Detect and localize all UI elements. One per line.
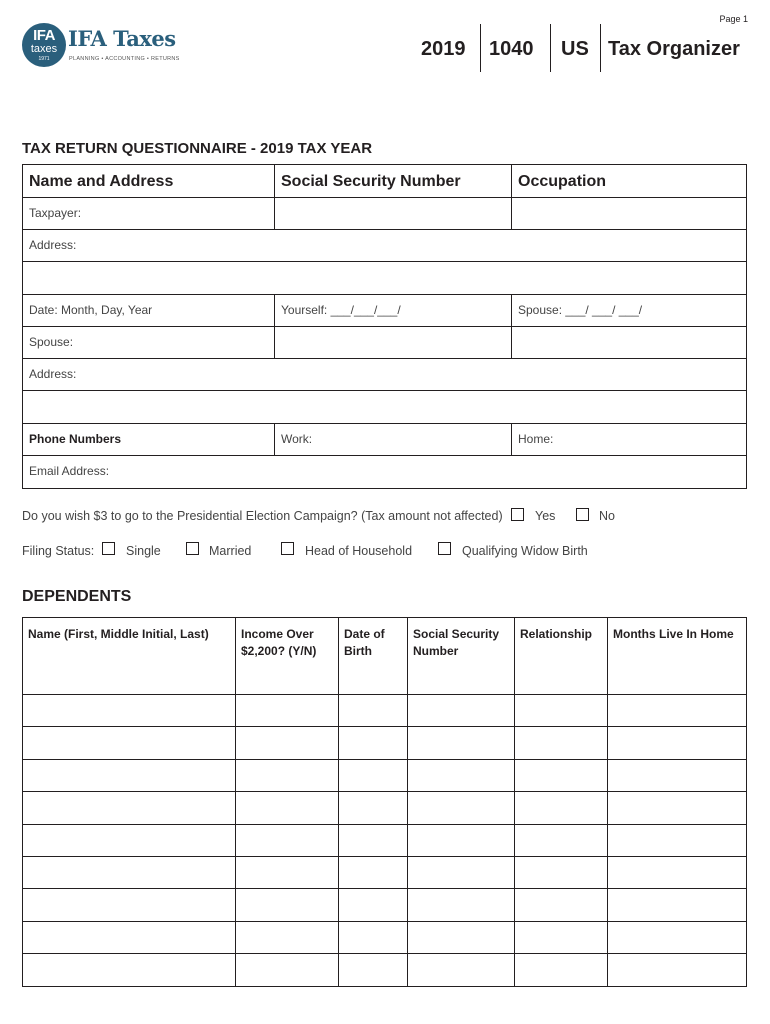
dep-ssn-cell[interactable] <box>408 856 515 888</box>
filing-qw-label: Qualifying Widow Birth <box>462 544 588 558</box>
spouse-field[interactable]: Spouse: <box>23 327 275 358</box>
dep-dob-cell[interactable] <box>339 856 408 888</box>
dep-relationship-cell[interactable] <box>515 727 608 759</box>
spouse-address-row <box>23 359 746 391</box>
dep-col-ssn: Social Security Number <box>408 618 515 695</box>
spouse-dob-field[interactable]: Spouse: ___/ ___/ ___/ <box>518 303 643 317</box>
dep-name-cell[interactable] <box>23 695 236 727</box>
dependent-row <box>23 824 747 856</box>
logo-badge-bottom: 1971 <box>38 56 50 62</box>
filing-single-label: Single <box>126 544 161 558</box>
dependent-row <box>23 759 747 791</box>
campaign-yes-label: Yes <box>535 509 556 523</box>
header-divider <box>600 24 601 72</box>
dependent-row <box>23 727 747 759</box>
dep-months-cell[interactable] <box>608 824 747 856</box>
header-year: 2019 <box>421 38 466 60</box>
address-row <box>23 230 746 262</box>
dep-dob-cell[interactable] <box>339 824 408 856</box>
taxpayer-row <box>23 198 746 230</box>
dep-col-name: Name (First, Middle Initial, Last) <box>23 618 236 695</box>
filing-single-checkbox[interactable] <box>102 542 115 555</box>
dep-ssn-cell[interactable] <box>408 824 515 856</box>
dep-income-cell[interactable] <box>236 727 339 759</box>
dep-months-cell[interactable] <box>608 727 747 759</box>
logo-tagline: PLANNING • ACCOUNTING • RETURNS <box>69 56 180 62</box>
dep-months-cell[interactable] <box>608 921 747 953</box>
dep-dob-cell[interactable] <box>339 695 408 727</box>
dependents-body <box>23 695 747 987</box>
dep-relationship-cell[interactable] <box>515 921 608 953</box>
filing-hoh-label: Head of Household <box>305 544 413 558</box>
dep-relationship-cell[interactable] <box>515 954 608 986</box>
dep-income-cell[interactable] <box>236 759 339 791</box>
dep-col-months: Months Live In Home <box>608 618 747 695</box>
dep-income-cell[interactable] <box>236 921 339 953</box>
dep-name-cell[interactable] <box>23 759 236 791</box>
dep-dob-cell[interactable] <box>339 954 408 986</box>
address-field[interactable]: Address: <box>29 238 77 252</box>
dep-name-cell[interactable] <box>23 889 236 921</box>
logo-badge-top: IFA <box>33 27 55 44</box>
yourself-dob-field[interactable]: Yourself: ___/___/___/ <box>275 295 512 326</box>
dep-ssn-cell[interactable] <box>408 954 515 986</box>
dep-ssn-cell[interactable] <box>408 889 515 921</box>
filing-hoh-checkbox[interactable] <box>281 542 294 555</box>
dep-relationship-cell[interactable] <box>515 792 608 824</box>
phone-numbers-label: Phone Numbers <box>23 424 275 455</box>
dep-ssn-cell[interactable] <box>408 759 515 791</box>
dep-relationship-cell[interactable] <box>515 856 608 888</box>
dep-relationship-cell[interactable] <box>515 824 608 856</box>
col-name-address: Name and Address <box>23 165 275 197</box>
home-phone-field[interactable]: Home: <box>518 432 554 446</box>
spouse-row <box>23 327 746 359</box>
filing-married-label: Married <box>209 544 252 558</box>
dep-months-cell[interactable] <box>608 695 747 727</box>
dep-income-cell[interactable] <box>236 889 339 921</box>
address-line-2-field[interactable] <box>23 262 746 294</box>
dep-dob-cell[interactable] <box>339 792 408 824</box>
dep-relationship-cell[interactable] <box>515 759 608 791</box>
dependent-row <box>23 695 747 727</box>
campaign-no-label: No <box>599 509 615 523</box>
email-field[interactable]: Email Address: <box>29 464 110 478</box>
col-ssn: Social Security Number <box>275 165 512 197</box>
header-title: Tax Organizer <box>608 38 740 60</box>
col-occupation: Occupation <box>518 173 607 190</box>
logo-badge-middle: taxes <box>30 43 58 55</box>
campaign-question: Do you wish $3 to go to the Presidential Election Campaign? (Tax amount not affected) <box>22 509 503 523</box>
dep-col-relationship: Relationship <box>515 618 608 695</box>
dep-income-cell[interactable] <box>236 792 339 824</box>
questionnaire-title: TAX RETURN QUESTIONNAIRE - 2019 TAX YEAR <box>22 140 373 157</box>
email-row <box>23 456 746 488</box>
dep-dob-cell[interactable] <box>339 759 408 791</box>
header-divider <box>550 24 551 72</box>
dep-name-cell[interactable] <box>23 954 236 986</box>
taxpayer-ssn-field[interactable] <box>275 198 512 229</box>
dep-name-cell[interactable] <box>23 856 236 888</box>
spouse-address-line-2-field[interactable] <box>23 391 746 423</box>
phone-row <box>23 424 746 456</box>
dep-dob-cell[interactable] <box>339 889 408 921</box>
filing-status-label: Filing Status: <box>22 544 95 558</box>
logo-badge <box>22 23 66 67</box>
dep-ssn-cell[interactable] <box>408 695 515 727</box>
dep-name-cell[interactable] <box>23 792 236 824</box>
grid-header-row <box>23 165 746 198</box>
dep-dob-cell[interactable] <box>339 921 408 953</box>
address-line-2-row <box>23 262 746 295</box>
dep-income-cell[interactable] <box>236 954 339 986</box>
dep-months-cell[interactable] <box>608 954 747 986</box>
filing-qw-checkbox[interactable] <box>438 542 451 555</box>
dep-income-cell[interactable] <box>236 695 339 727</box>
dep-months-cell[interactable] <box>608 889 747 921</box>
work-phone-field[interactable]: Work: <box>275 424 512 455</box>
dob-label: Date: Month, Day, Year <box>23 295 275 326</box>
spouse-ssn-field[interactable] <box>275 327 512 358</box>
taxpayer-info-grid <box>22 164 747 489</box>
logo-name: IFA Taxes <box>68 26 176 51</box>
dep-ssn-cell[interactable] <box>408 921 515 953</box>
dep-name-cell[interactable] <box>23 921 236 953</box>
campaign-yes-checkbox[interactable] <box>511 508 524 521</box>
dep-name-cell[interactable] <box>23 824 236 856</box>
header-form: 1040 <box>489 38 534 60</box>
spouse-address-line-2-row <box>23 391 746 424</box>
dependents-title: DEPENDENTS <box>22 588 132 605</box>
dob-row <box>23 295 746 327</box>
dependents-header-row <box>23 618 747 695</box>
dependent-row <box>23 889 747 921</box>
dep-ssn-cell[interactable] <box>408 792 515 824</box>
dep-col-dob: Date of Birth <box>339 618 408 695</box>
dependent-row <box>23 856 747 888</box>
header-divider <box>480 24 481 72</box>
page-number: Page 1 <box>719 14 748 24</box>
dependent-row <box>23 921 747 953</box>
dep-income-cell[interactable] <box>236 824 339 856</box>
dep-months-cell[interactable] <box>608 792 747 824</box>
dep-months-cell[interactable] <box>608 759 747 791</box>
taxpayer-occupation-field[interactable] <box>512 198 746 229</box>
dependent-row <box>23 954 747 986</box>
dep-dob-cell[interactable] <box>339 727 408 759</box>
company-logo <box>22 23 182 67</box>
dep-income-cell[interactable] <box>236 856 339 888</box>
dependents-table <box>22 617 747 987</box>
dep-relationship-cell[interactable] <box>515 695 608 727</box>
header-country: US <box>561 38 589 60</box>
dep-months-cell[interactable] <box>608 856 747 888</box>
campaign-no-checkbox[interactable] <box>576 508 589 521</box>
dep-col-income: Income Over $2,200? (Y/N) <box>236 618 339 695</box>
dep-relationship-cell[interactable] <box>515 889 608 921</box>
filing-married-checkbox[interactable] <box>186 542 199 555</box>
spouse-address-field[interactable]: Address: <box>29 367 77 381</box>
dependent-row <box>23 792 747 824</box>
spouse-occupation-field[interactable] <box>512 327 746 358</box>
taxpayer-field[interactable]: Taxpayer: <box>23 198 275 229</box>
dep-ssn-cell[interactable] <box>408 727 515 759</box>
dep-name-cell[interactable] <box>23 727 236 759</box>
